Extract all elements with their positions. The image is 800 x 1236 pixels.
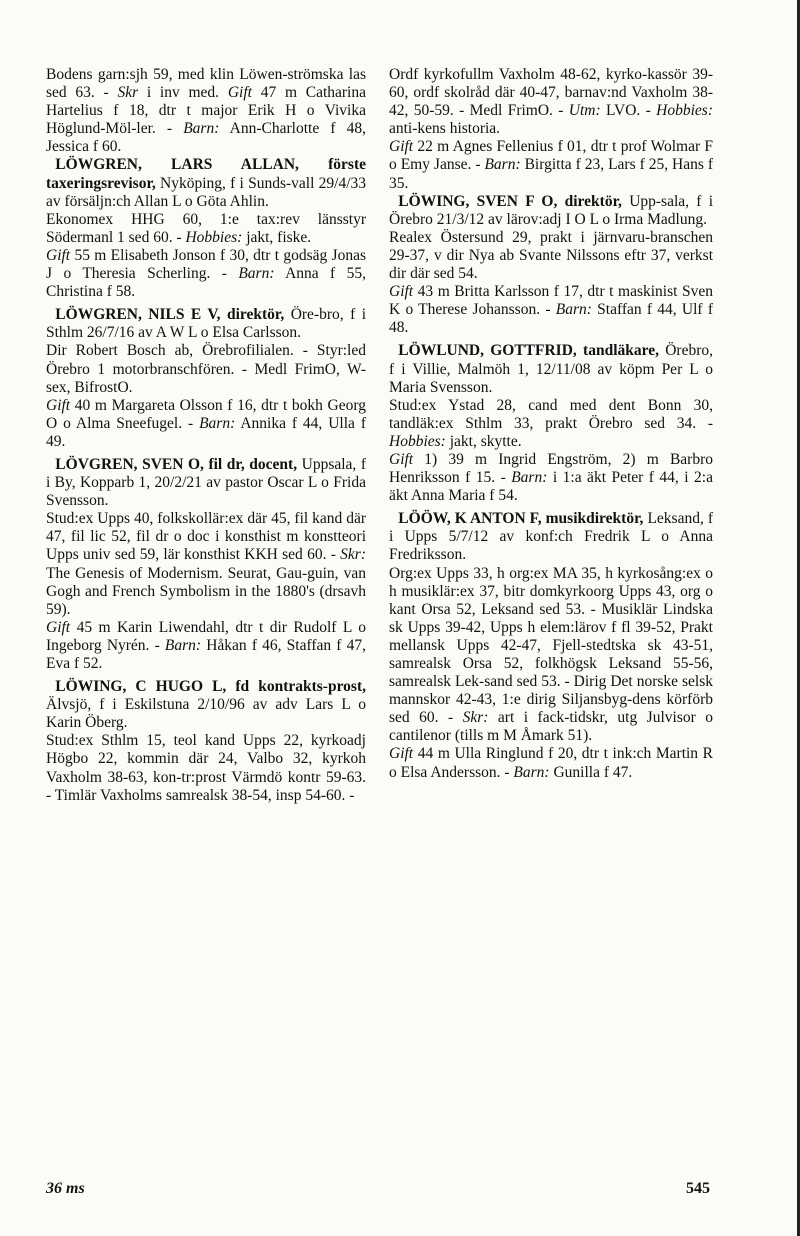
- text-run: Dir Robert Bosch ab, Örebrofilialen. - Styr:led Örebro 1 motorbranschfören. - Medl FrimO, W-sex, BifrostO.: [46, 342, 366, 396]
- italic-label: Barn:: [199, 414, 236, 432]
- italic-label: Utm:: [568, 102, 601, 120]
- text-run: 47 m Catharina Hartelius f 18, dtr t major Erik H o Vivika Höglund-Möl-ler. -: [46, 84, 366, 138]
- italic-label: Barn:: [183, 120, 220, 138]
- text-run: Nyköping, f i Sunds-vall 29/4/33 av försäljn:ch Allan L o Göta Ahlin.: [46, 174, 367, 210]
- italic-label: Gift: [389, 138, 414, 156]
- text-run: Ordf kyrkofullm Vaxholm 48-62, kyrko-kassör 39-60, ordf skolråd där 40-47, barnav:nd Vaxholm 38-42, 50-59. - Medl FrimO. -: [389, 66, 713, 120]
- entry-paragraph: [46, 510, 366, 619]
- text-run: i 1:a äkt Peter f 44, i 2:a äkt Anna Maria f 54.: [389, 469, 713, 505]
- entry-header: [46, 678, 366, 732]
- entry-name: LÖWGREN, NILS E V,: [55, 306, 221, 324]
- entry-paragraph: [389, 397, 713, 451]
- entry-header: [46, 156, 366, 210]
- text-run: The Genesis of Modernism. Seurat, Gau-guin, van Gogh and French Symbolism in the 1880's (drsavh 59).: [46, 564, 366, 618]
- text-run: 22 m Agnes Fellenius f 01, dtr t prof Wolmar F o Emy Janse. -: [389, 138, 713, 174]
- entry-paragraph: [46, 211, 366, 247]
- page-number: 545: [686, 1180, 710, 1197]
- entry-title: tandläkare,: [583, 342, 659, 360]
- text-run: Gunilla f 47.: [549, 763, 633, 781]
- italic-label: Gift: [46, 618, 71, 636]
- continuation-text: [46, 66, 366, 156]
- biography-entry: [389, 193, 713, 338]
- entry-title: direktör,: [226, 306, 285, 324]
- italic-label: Hobbies:: [185, 228, 243, 246]
- entry-name: LÖWGREN, LARS ALLAN,: [55, 156, 299, 174]
- text-run: Anna f 55, Christina f 58.: [46, 265, 366, 301]
- text-run: Realex Östersund 29, prakt i järnvaru-branschen 29-37, v dir Nya ab Svante Nilssons eftr 37, verkst dir där sed 54.: [389, 228, 713, 283]
- entry-paragraph: [389, 283, 713, 337]
- italic-label: Gift: [389, 450, 414, 468]
- text-run: Älvsjö, f i Eskilstuna 2/10/96 av adv Lars L o Karin Öberg.: [46, 696, 366, 732]
- text-run: jakt, fiske.: [242, 228, 312, 246]
- italic-label: Gift: [46, 246, 71, 264]
- entry-paragraph: [389, 229, 713, 283]
- entry-header: [46, 456, 366, 510]
- text-run: Upp-sala, f i Örebro 21/3/12 av lärov:adj I O L o Irma Madlung.: [389, 192, 714, 228]
- text-run: Håkan f 46, Staffan f 47, Eva f 52.: [46, 636, 366, 672]
- italic-label: Barn:: [555, 301, 592, 319]
- text-run: Leksand, f i Upps 5/7/12 av konf:ch Fredrik L o Anna Fredriksson.: [389, 510, 714, 564]
- entry-paragraph: [389, 565, 713, 746]
- entry-name: LÖWING, C HUGO L,: [55, 678, 227, 696]
- text-run: Örebro, f i Villie, Malmöh 1, 12/11/08 av köpm Per L o Maria Svensson.: [389, 342, 714, 396]
- italic-label: Gift: [46, 396, 71, 414]
- entry-title: fd kontrakts-prost,: [235, 678, 366, 696]
- biography-entry: [389, 510, 713, 781]
- text-run: Ekonomex HHG 60, 1:e tax:rev länsstyr Södermanl 1 sed 60. -: [46, 210, 366, 246]
- italic-label: Gift: [389, 745, 414, 763]
- entry-title: direktör,: [564, 192, 622, 210]
- entry-title: förste taxeringsrevisor,: [46, 156, 366, 192]
- italic-label: Skr: [117, 84, 139, 102]
- entries-list: [389, 193, 713, 782]
- italic-label: Gift: [389, 283, 414, 301]
- text-run: 1) 39 m Ingrid Engström, 2) m Barbro Henriksson f 15. -: [389, 450, 713, 487]
- text-run: 45 m Karin Liwendahl, dtr t dir Rudolf L o Ingeborg Nyrén. -: [46, 618, 366, 654]
- text-run: Bodens garn:sjh 59, med klin Löwen-strömska las sed 63. -: [46, 66, 366, 102]
- italic-label: Skr:: [340, 546, 366, 564]
- italic-label: Hobbies:: [389, 432, 446, 450]
- entry-header: [389, 510, 713, 564]
- continuation-text: [389, 66, 713, 138]
- entry-paragraph: [46, 619, 366, 673]
- text-run: LVO. -: [600, 102, 657, 120]
- text-run: 43 m Britta Karlsson f 17, dtr t maskinist Sven K o Therese Johansson. -: [389, 283, 713, 319]
- text-run: Uppsala, f i By, Kopparb 1, 20/2/21 av pastor Oscar L o Frida Svensson.: [46, 455, 366, 510]
- biography-entry: [46, 456, 366, 673]
- text-run: 44 m Ulla Ringlund f 20, dtr t ink:ch Martin R o Elsa Andersson. -: [389, 745, 713, 781]
- italic-label: Barn:: [484, 156, 521, 174]
- italic-label: Gift: [227, 84, 252, 102]
- entry-name: LÖWING, SVEN F O,: [398, 192, 558, 210]
- italic-label: Barn:: [164, 636, 202, 654]
- text-run: 55 m Elisabeth Jonson f 30, dtr t godsäg Jonas J o Theresia Scherling. -: [46, 246, 366, 283]
- text-run: Öre-bro, f i Sthlm 26/7/16 av A W L o Elsa Carlsson.: [46, 306, 367, 342]
- entry-title: fil dr, docent,: [208, 455, 298, 473]
- biography-entry: [46, 156, 366, 301]
- entry-name: LÖWLUND, GOTTFRID,: [398, 342, 577, 360]
- entry-paragraph: [46, 732, 366, 804]
- entry-paragraph: [389, 745, 713, 781]
- left-column: [46, 66, 366, 805]
- italic-label: Barn:: [511, 469, 548, 487]
- text-run: Stud:ex Sthlm 15, teol kand Upps 22, kyrkoadj Högbo 22, kommin där 24, Valbo 32, kyrkoh Vaxholm 38-63, kon-tr:prost Värmdö kontr 59-63. - Timlär Vaxholms samrealsk 38-54, insp 54-60. -: [46, 732, 366, 804]
- text-run: Stud:ex Upps 40, folkskollär:ex där 45, fil kand där 47, fil lic 52, fil dr o doc i konsthist m konstteori Upps univ sed 59, lär konsthist KKH sed 60. -: [46, 510, 366, 564]
- text-run: Org:ex Upps 33, h org:ex MA 35, h kyrkosång:ex o h musiklär:ex 37, bitr domkyrkoorg Upps 43, org o kant Orsa 52, Leksand sed 53. - Musiklär Lindska sk Upps 39-42, Upps h elem:lärov f fl 39-52, Prakt mellansk Upps 42-47, Fjell-stedtska sk 43-51, samrealsk Orsa 52, folkhögsk Leksand 55-56, samrealsk Lek-sand sed 53. - Dirig Det norske selsk mannskor 42-43, 1:e dirig Siljansbyg-dens körförb sed 60. -: [389, 564, 713, 727]
- text-run: Ann-Charlotte f 48, Jessica f 60.: [46, 120, 366, 156]
- italic-label: Skr:: [462, 709, 489, 727]
- text-run: i inv med.: [138, 84, 228, 102]
- continuation-text: [389, 138, 713, 192]
- text-run: Annika f 44, Ulla f 49.: [46, 414, 366, 450]
- entry-header: [389, 193, 713, 229]
- right-column: [389, 66, 713, 782]
- entry-name: LÖÖW, K ANTON F,: [398, 510, 542, 528]
- biography-entry: [389, 342, 713, 505]
- entry-header: [46, 306, 366, 342]
- italic-label: Barn:: [513, 763, 550, 781]
- entry-header: [389, 342, 713, 396]
- entry-paragraph: [46, 247, 366, 301]
- text-run: 40 m Margareta Olsson f 16, dtr t bokh Georg O o Alma Sneefugel. -: [46, 396, 366, 432]
- biography-entry: [46, 306, 366, 451]
- biography-entry: [46, 678, 366, 805]
- text-run: Birgitta f 23, Lars f 25, Hans f 35.: [389, 156, 713, 192]
- text-run: art i fack-tidskr, utg Julvisor o cantilenor (tills m M Åmark 51).: [389, 709, 713, 745]
- signature-mark: 36 ms: [46, 1180, 85, 1197]
- entries-list: [46, 156, 366, 804]
- text-run: anti-kens historia.: [389, 120, 501, 138]
- entry-paragraph: [46, 342, 366, 396]
- italic-label: Hobbies:: [656, 102, 713, 120]
- text-run: jakt, skytte.: [445, 432, 522, 450]
- entry-title: musikdirektör,: [545, 510, 644, 528]
- entry-paragraph: [46, 397, 366, 451]
- entry-name: LÖVGREN, SVEN O,: [55, 455, 204, 473]
- text-run: Stud:ex Ystad 28, cand med dent Bonn 30, tandläk:ex Sthlm 33, prakt Örebro sed 34. -: [389, 396, 713, 432]
- entry-paragraph: [389, 451, 713, 505]
- text-run: Staffan f 44, Ulf f 48.: [389, 301, 713, 337]
- italic-label: Barn:: [238, 265, 275, 283]
